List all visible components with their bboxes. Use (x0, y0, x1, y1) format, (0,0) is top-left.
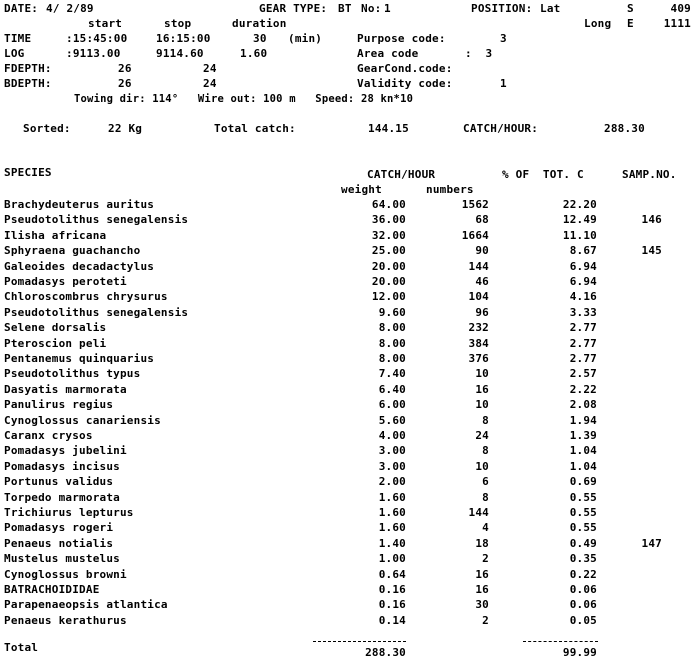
weight-value: 20.00 (371, 260, 406, 273)
area-code-label: Area code (357, 47, 419, 60)
species-column-header: SPECIES (4, 166, 52, 179)
species-name: Pomadasys incisus (4, 460, 120, 473)
weight-value: 8.00 (378, 321, 406, 334)
weight-value: 32.00 (371, 229, 406, 242)
pct-value: 1.39 (569, 429, 597, 442)
weight-value: 6.00 (378, 398, 406, 411)
pct-value: 0.69 (569, 475, 597, 488)
pct-value: 0.35 (569, 552, 597, 565)
numbers-value: 18 (475, 537, 489, 550)
pct-value: 1.04 (569, 444, 597, 457)
species-name: Pentanemus quinquarius (4, 352, 155, 365)
samp-no-value: 145 (641, 244, 662, 257)
lat-value: 409 (670, 2, 691, 15)
numbers-value: 2 (482, 552, 489, 565)
col-start-label: start (88, 17, 123, 30)
purpose-code-label: Purpose code: (357, 32, 446, 45)
col-stop-label: stop (164, 17, 192, 30)
species-name: Pseudotolithus senegalensis (4, 213, 189, 226)
weight-total-rule (313, 641, 406, 642)
weight-value: 0.16 (378, 598, 406, 611)
numbers-value: 16 (475, 568, 489, 581)
log-label: LOG (4, 47, 25, 60)
bdepth-start: 26 (118, 77, 132, 90)
weight-value: 9.60 (378, 306, 406, 319)
pct-value: 4.16 (569, 290, 597, 303)
fdepth-start: 26 (118, 62, 132, 75)
pct-value: 2.08 (569, 398, 597, 411)
weight-value: 0.14 (378, 614, 406, 627)
weight-value: 64.00 (371, 198, 406, 211)
total-pct: 99.99 (562, 646, 597, 659)
species-name: Pomadasys peroteti (4, 275, 127, 288)
numbers-value: 90 (475, 244, 489, 257)
species-name: Torpedo marmorata (4, 491, 120, 504)
numbers-value: 16 (475, 383, 489, 396)
numbers-value: 6 (482, 475, 489, 488)
weight-value: 1.60 (378, 506, 406, 519)
fdepth-stop: 24 (203, 62, 217, 75)
log-duration: 1.60 (240, 47, 268, 60)
numbers-value: 10 (475, 460, 489, 473)
lat-label: Lat (540, 2, 561, 15)
weight-value: 8.00 (378, 352, 406, 365)
pct-value: 6.94 (569, 275, 597, 288)
numbers-value: 96 (475, 306, 489, 319)
total-weight: 288.30 (365, 646, 406, 659)
species-name: Chloroscombrus chrysurus (4, 290, 168, 303)
numbers-value: 8 (482, 414, 489, 427)
pct-value: 2.77 (569, 337, 597, 350)
position-label: POSITION: (471, 2, 533, 15)
weight-value: 20.00 (371, 275, 406, 288)
col-duration-label: duration (232, 17, 287, 30)
pct-total-rule (523, 641, 598, 642)
catch-hour-value: 288.30 (604, 122, 645, 135)
total-catch-value: 144.15 (368, 122, 409, 135)
species-name: Trichiurus lepturus (4, 506, 134, 519)
species-name: Penaeus notialis (4, 537, 114, 550)
numbers-value: 384 (468, 337, 489, 350)
fdepth-label: FDEPTH: (4, 62, 52, 75)
pct-value: 0.22 (569, 568, 597, 581)
no-value: 1 (384, 2, 391, 15)
numbers-value: 68 (475, 213, 489, 226)
weight-value: 7.40 (378, 367, 406, 380)
numbers-value: 2 (482, 614, 489, 627)
species-name: Mustelus mustelus (4, 552, 120, 565)
total-catch-label: Total catch: (214, 122, 296, 135)
sorted-value: 22 Kg (108, 122, 143, 135)
towing-line: Towing dir: 114° Wire out: 100 m Speed: 28 kn*10 (74, 93, 414, 105)
time-start: :15:45:00 (66, 32, 128, 45)
weight-value: 1.40 (378, 537, 406, 550)
species-name: Pomadasys jubelini (4, 444, 127, 457)
numbers-value: 24 (475, 429, 489, 442)
numbers-value: 10 (475, 367, 489, 380)
weight-value: 3.00 (378, 460, 406, 473)
no-label: No: (361, 2, 382, 15)
weight-value: 12.00 (371, 290, 406, 303)
gearcond-code-label: GearCond.code: (357, 62, 453, 75)
numbers-value: 8 (482, 491, 489, 504)
numbers-value: 1664 (461, 229, 489, 242)
pct-value: 0.06 (569, 598, 597, 611)
long-value: 1111 (663, 17, 691, 30)
samp-no-value: 147 (641, 537, 662, 550)
numbers-value: 144 (468, 260, 489, 273)
species-name: Ilisha africana (4, 229, 107, 242)
pct-value: 8.67 (569, 244, 597, 257)
bdepth-label: BDEPTH: (4, 77, 52, 90)
catch-hour-column-header: CATCH/HOUR (367, 168, 436, 181)
pct-value: 0.55 (569, 521, 597, 534)
species-name: Selene dorsalis (4, 321, 107, 334)
species-name: Penaeus kerathurus (4, 614, 127, 627)
time-label: TIME (4, 32, 32, 45)
samp-no-column-header: SAMP.NO. (622, 168, 677, 181)
pct-value: 0.49 (569, 537, 597, 550)
weight-value: 36.00 (371, 213, 406, 226)
species-name: Dasyatis marmorata (4, 383, 127, 396)
pct-value: 2.57 (569, 367, 597, 380)
validity-code-value: 1 (500, 77, 507, 90)
purpose-code-value: 3 (500, 32, 507, 45)
numbers-value: 10 (475, 398, 489, 411)
species-name: Caranx crysos (4, 429, 93, 442)
species-name: Sphyraena guachancho (4, 244, 141, 257)
weight-value: 2.00 (378, 475, 406, 488)
long-label: Long (584, 17, 612, 30)
pct-value: 1.04 (569, 460, 597, 473)
numbers-value: 104 (468, 290, 489, 303)
sorted-label: Sorted: (23, 122, 71, 135)
species-name: Panulirus regius (4, 398, 114, 411)
pct-value: 12.49 (562, 213, 597, 226)
numbers-value: 30 (475, 598, 489, 611)
pct-value: 0.55 (569, 491, 597, 504)
species-name: Galeoides decadactylus (4, 260, 155, 273)
species-name: Pseudotolithus typus (4, 367, 141, 380)
catch-hour-label: CATCH/HOUR: (463, 122, 539, 135)
weight-value: 6.40 (378, 383, 406, 396)
weight-value: 5.60 (378, 414, 406, 427)
log-start: :9113.00 (66, 47, 121, 60)
species-name: Brachydeuterus auritus (4, 198, 155, 211)
numbers-value: 376 (468, 352, 489, 365)
weight-value: 1.60 (378, 491, 406, 504)
total-label: Total (4, 641, 39, 654)
gear-type-value: BT (338, 2, 352, 15)
species-name: Pseudotolithus senegalensis (4, 306, 189, 319)
pct-value: 0.05 (569, 614, 597, 627)
species-name: Pteroscion peli (4, 337, 107, 350)
pct-value: 0.06 (569, 583, 597, 596)
pct-total-column-header: % OF TOT. C (502, 168, 584, 181)
weight-value: 1.00 (378, 552, 406, 565)
pct-value: 2.22 (569, 383, 597, 396)
numbers-value: 144 (468, 506, 489, 519)
numbers-value: 4 (482, 521, 489, 534)
long-hemisphere: E (627, 17, 634, 30)
numbers-value: 232 (468, 321, 489, 334)
weight-value: 3.00 (378, 444, 406, 457)
species-name: Parapenaeopsis atlantica (4, 598, 168, 611)
pct-value: 1.94 (569, 414, 597, 427)
time-unit: (min) (288, 32, 323, 45)
pct-value: 2.77 (569, 352, 597, 365)
weight-column-header: weight (341, 183, 382, 196)
date-value: 4/ 2/89 (46, 2, 94, 15)
species-name: Pomadasys rogeri (4, 521, 114, 534)
area-code-value: : 3 (465, 47, 493, 60)
numbers-value: 16 (475, 583, 489, 596)
numbers-value: 46 (475, 275, 489, 288)
pct-value: 22.20 (562, 198, 597, 211)
date-label: DATE: (4, 2, 39, 15)
bdepth-stop: 24 (203, 77, 217, 90)
weight-value: 0.64 (378, 568, 406, 581)
lat-hemisphere: S (627, 2, 634, 15)
validity-code-label: Validity code: (357, 77, 453, 90)
time-stop: 16:15:00 (156, 32, 211, 45)
species-name: BATRACHOIDIDAE (4, 583, 100, 596)
weight-value: 1.60 (378, 521, 406, 534)
weight-value: 4.00 (378, 429, 406, 442)
pct-value: 6.94 (569, 260, 597, 273)
pct-value: 2.77 (569, 321, 597, 334)
pct-value: 0.55 (569, 506, 597, 519)
log-stop: 9114.60 (156, 47, 204, 60)
weight-value: 25.00 (371, 244, 406, 257)
numbers-value: 8 (482, 444, 489, 457)
pct-value: 11.10 (562, 229, 597, 242)
numbers-value: 1562 (461, 198, 489, 211)
weight-value: 8.00 (378, 337, 406, 350)
gear-type-label: GEAR TYPE: (259, 2, 328, 15)
samp-no-value: 146 (641, 213, 662, 226)
species-name: Cynoglossus browni (4, 568, 127, 581)
weight-value: 0.16 (378, 583, 406, 596)
pct-value: 3.33 (569, 306, 597, 319)
time-duration: 30 (253, 32, 267, 45)
species-name: Cynoglossus canariensis (4, 414, 161, 427)
species-name: Portunus validus (4, 475, 114, 488)
numbers-column-header: numbers (426, 183, 474, 196)
